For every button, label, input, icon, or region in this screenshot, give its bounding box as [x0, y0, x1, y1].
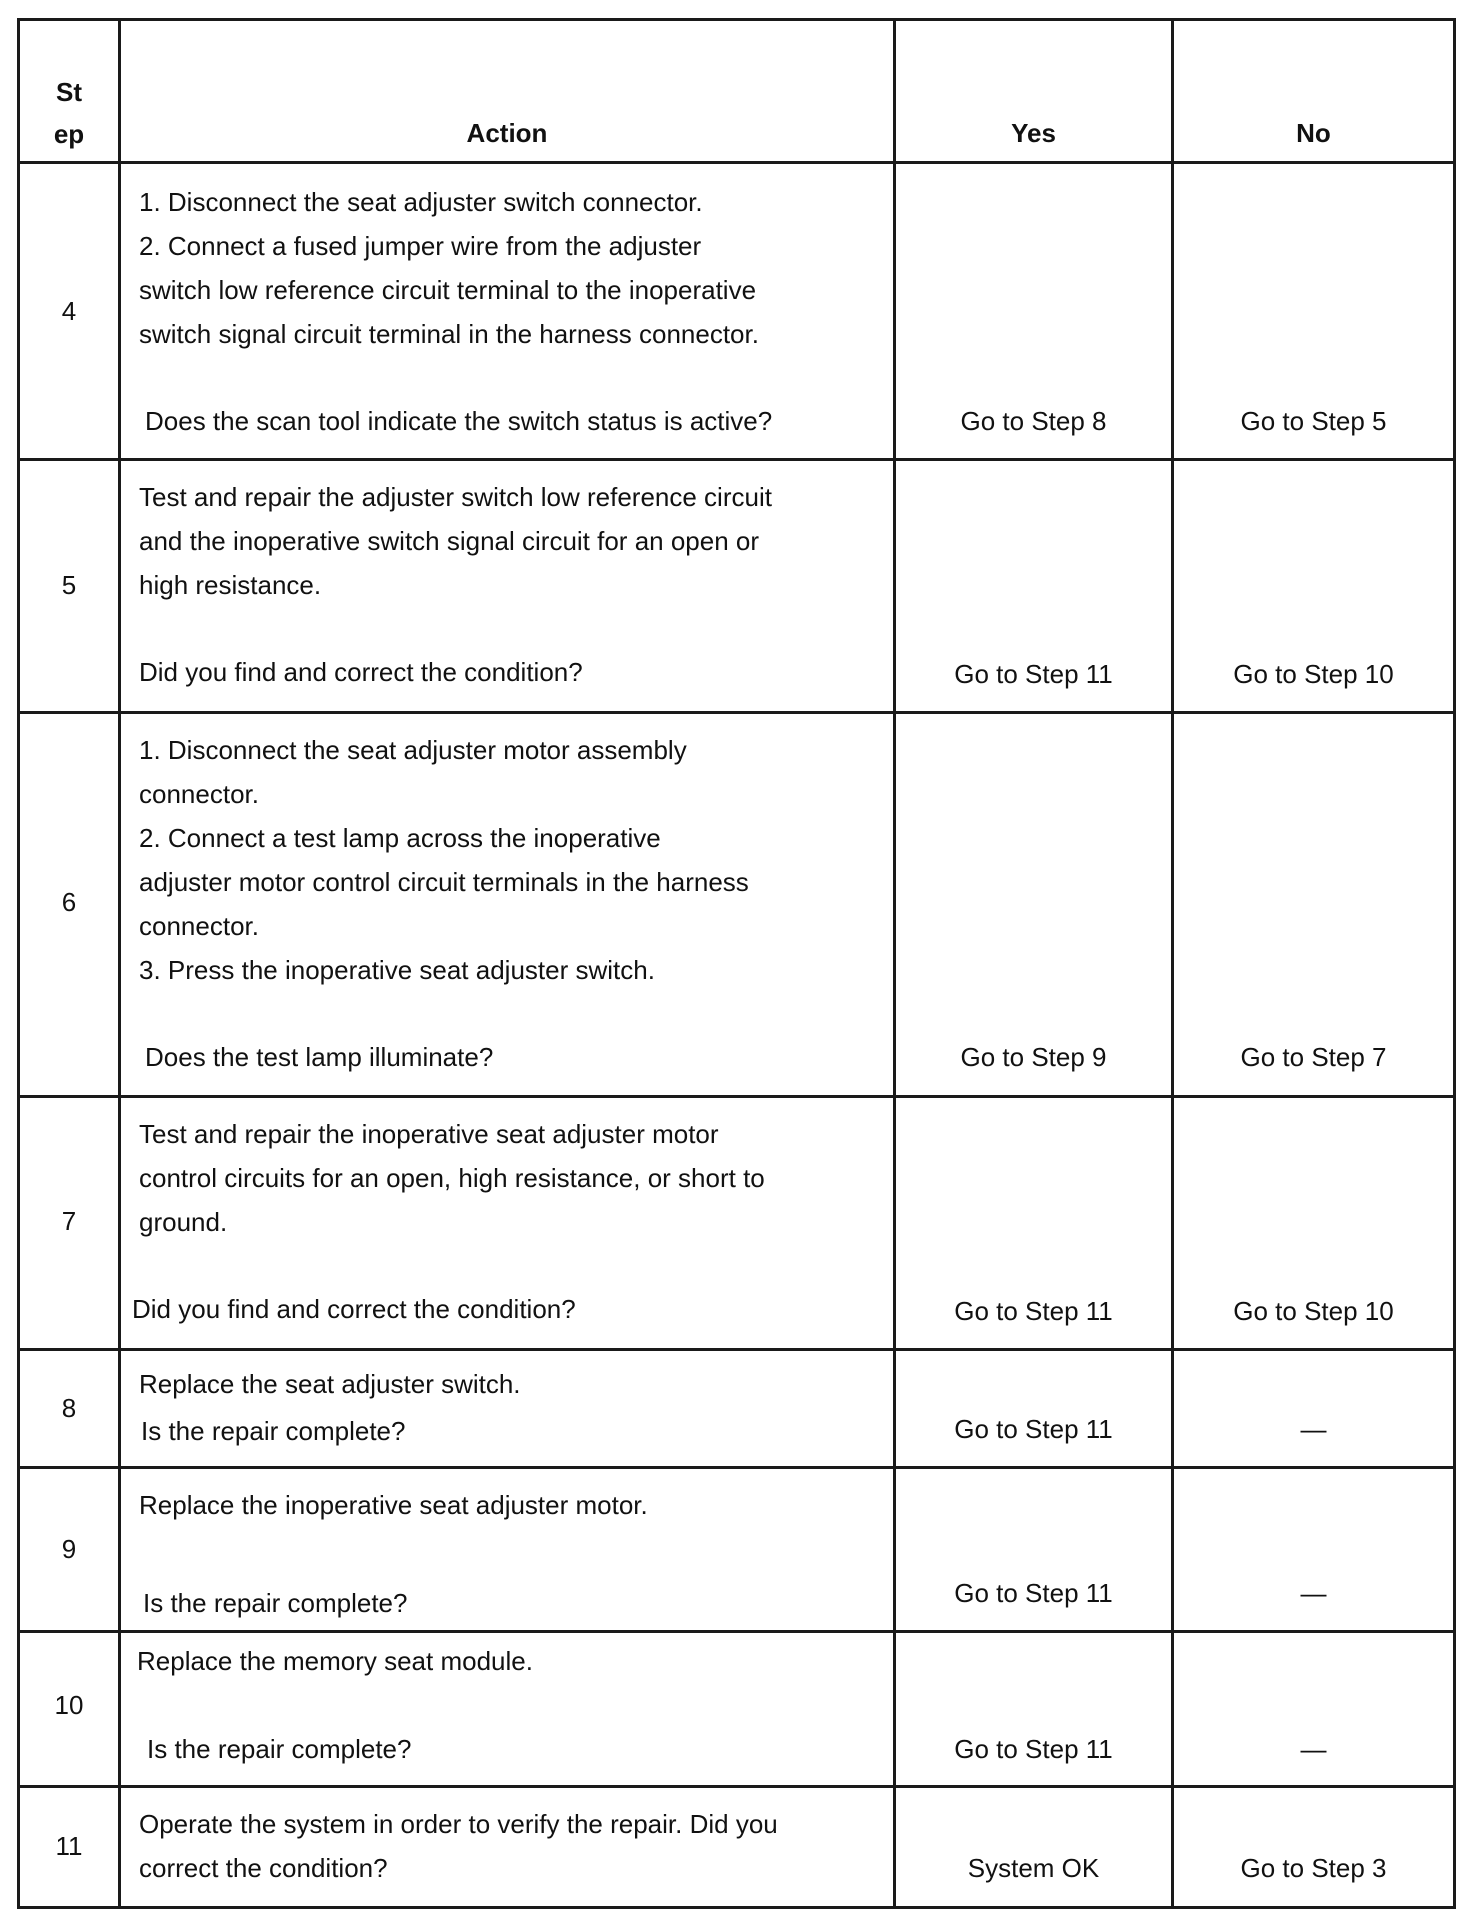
table-right-border [1453, 18, 1456, 1909]
no-result: — [1300, 1414, 1327, 1444]
action-line: control circuits for an open, high resistance, or short to [139, 1163, 765, 1193]
action-line: Test and repair the inoperative seat adjuster motor [139, 1119, 719, 1149]
row-6-bottom-border [18, 1095, 1456, 1098]
yes-column-divider [1171, 18, 1174, 1909]
action-line: 2. Connect a test lamp across the inoperative [139, 823, 661, 853]
row-9-bottom-border [18, 1630, 1456, 1633]
action-line: 2. Connect a fused jumper wire from the adjuster [139, 231, 702, 261]
action-line: Replace the inoperative seat adjuster motor. [139, 1490, 648, 1520]
step-number: 11 [55, 1831, 83, 1861]
no-result: — [1300, 1734, 1327, 1764]
row-7-bottom-border [18, 1348, 1456, 1351]
action-line: connector. [139, 911, 259, 941]
header-step-line1: St [56, 77, 82, 107]
action-line: high resistance. [139, 570, 322, 600]
step-number: 9 [61, 1534, 77, 1564]
action-line: switch low reference circuit terminal to the inoperative [139, 275, 757, 305]
header-action: Action [466, 118, 548, 148]
action-question: Does the scan tool indicate the switch status is active? [145, 406, 773, 436]
no-result: Go to Step 5 [1240, 406, 1387, 436]
action-line: switch signal circuit terminal in the harness connector. [139, 319, 759, 349]
yes-result: Go to Step 11 [954, 1296, 1113, 1326]
header-yes: Yes [1011, 118, 1056, 148]
header-step [18, 18, 120, 163]
table-top-border [18, 18, 1456, 21]
yes-result: Go to Step 9 [960, 1042, 1107, 1072]
step-number: 6 [61, 887, 77, 917]
action-line: Replace the memory seat module. [137, 1646, 533, 1676]
action-column-divider [893, 18, 896, 1909]
step-number: 7 [61, 1206, 77, 1236]
action-question: Is the repair complete? [147, 1734, 412, 1764]
row-8-bottom-border [18, 1466, 1456, 1469]
yes-result: Go to Step 8 [960, 406, 1107, 436]
row-5-bottom-border [18, 711, 1456, 714]
action-line: ground. [139, 1207, 228, 1237]
no-result: — [1300, 1578, 1327, 1608]
header-step-line2: ep [53, 119, 85, 149]
header-bottom-border [18, 161, 1456, 164]
action-line: 1. Disconnect the seat adjuster motor assembly [139, 735, 687, 765]
no-result: Go to Step 10 [1233, 659, 1394, 689]
yes-result: Go to Step 11 [954, 1578, 1113, 1608]
action-question: Is the repair complete? [141, 1416, 406, 1446]
action-line: Operate the system in order to verify the repair. Did you [139, 1809, 778, 1839]
yes-result: Go to Step 11 [954, 1734, 1113, 1764]
step-number: 4 [61, 296, 77, 326]
action-line: connector. [139, 779, 259, 809]
action-line: and the inoperative switch signal circuit for an open or [139, 526, 760, 556]
no-result: Go to Step 7 [1240, 1042, 1387, 1072]
row-11-bottom-border [18, 1906, 1456, 1909]
action-question: Did you find and correct the condition? [139, 657, 583, 687]
yes-result: Go to Step 11 [954, 659, 1113, 689]
action-line: adjuster motor control circuit terminals in the harness [139, 867, 749, 897]
step-number: 5 [61, 570, 77, 600]
header-no: No [1296, 118, 1331, 148]
row-10-bottom-border [18, 1785, 1456, 1788]
step-number: 8 [61, 1393, 77, 1423]
action-line: Replace the seat adjuster switch. [139, 1369, 521, 1399]
no-result: Go to Step 10 [1233, 1296, 1394, 1326]
action-question: Did you find and correct the condition? [132, 1294, 576, 1324]
action-line: correct the condition? [139, 1853, 388, 1883]
row-4-bottom-border [18, 458, 1456, 461]
action-question: Does the test lamp illuminate? [145, 1042, 494, 1072]
action-line: 3. Press the inoperative seat adjuster switch. [139, 955, 655, 985]
yes-result: Go to Step 11 [954, 1414, 1113, 1444]
step-number: 10 [54, 1690, 84, 1720]
action-question: Is the repair complete? [143, 1588, 408, 1618]
yes-result: System OK [967, 1853, 1100, 1883]
action-line: Test and repair the adjuster switch low reference circuit [139, 482, 772, 512]
action-line: 1. Disconnect the seat adjuster switch connector. [139, 187, 703, 217]
no-result: Go to Step 3 [1240, 1853, 1387, 1883]
